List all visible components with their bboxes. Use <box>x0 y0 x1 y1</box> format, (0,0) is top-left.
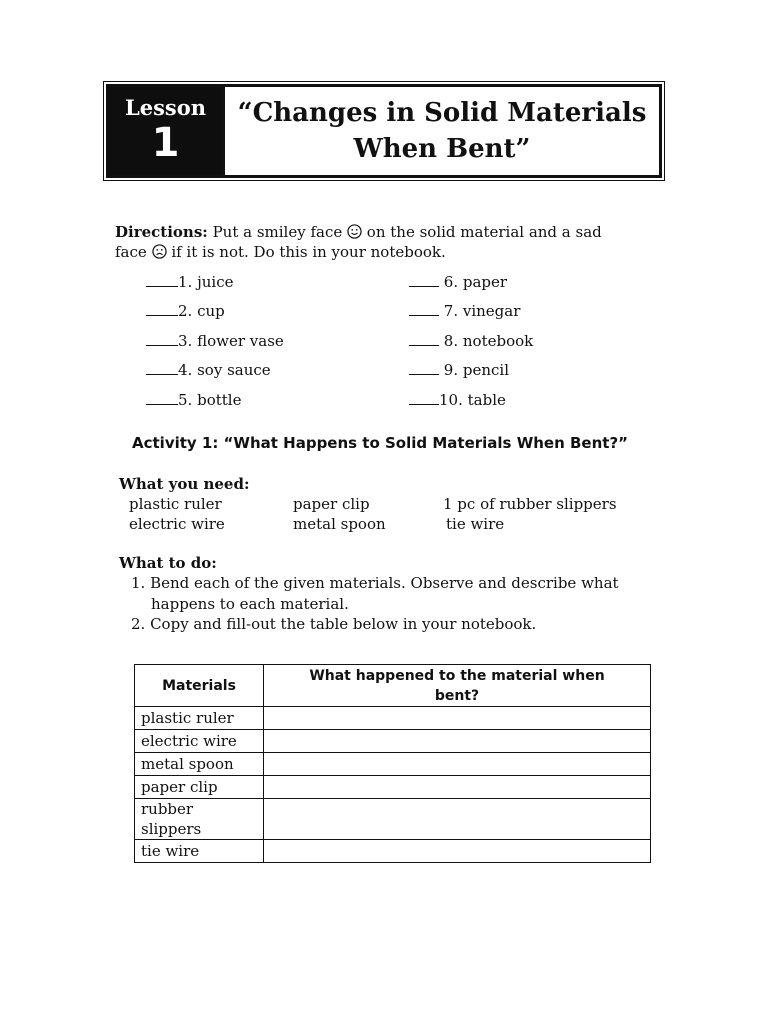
table-header-row <box>135 665 651 707</box>
item-number: 9. <box>443 361 459 379</box>
list-item <box>409 301 520 321</box>
need-item: electric wire <box>129 515 225 533</box>
need-heading: What you need: <box>119 475 250 493</box>
directions-line-1 <box>115 222 602 242</box>
answer-cell <box>264 840 651 863</box>
item-text: soy sauce <box>197 361 271 379</box>
list-item <box>146 390 241 410</box>
item-number: 6. <box>443 273 459 291</box>
answer-blank <box>146 333 178 346</box>
item-number: 3. <box>178 332 193 350</box>
list-item <box>409 272 507 292</box>
item-text: cup <box>197 302 225 320</box>
material-cell: tie wire <box>135 840 264 863</box>
answer-cell <box>264 776 651 799</box>
need-item: metal spoon <box>293 515 386 533</box>
title-line-2: When Bent” <box>353 134 531 164</box>
material-cell: electric wire <box>135 730 264 753</box>
item-number: 2. <box>178 302 193 320</box>
directions-text: on the solid material and a sad <box>362 223 602 241</box>
step-line: happens to each material. <box>151 595 349 613</box>
todo-heading: What to do: <box>119 554 217 572</box>
table-row <box>135 753 651 776</box>
list-item <box>409 331 533 351</box>
answer-cell <box>264 707 651 730</box>
material-cell: rubber slippers <box>135 799 264 840</box>
lesson-number: 1 <box>151 120 180 166</box>
item-number: 1. <box>178 273 193 291</box>
answer-blank <box>409 274 439 287</box>
table-row <box>135 776 651 799</box>
answer-blank <box>409 362 439 375</box>
item-number: 10. <box>439 391 463 409</box>
material-cell: metal spoon <box>135 753 264 776</box>
directions-text: if it is not. Do this in your notebook. <box>166 243 446 261</box>
item-text: vinegar <box>462 302 521 320</box>
lesson-badge <box>109 87 225 175</box>
column-header: What happened to the material when bent? <box>264 665 651 707</box>
item-text: paper <box>462 273 508 291</box>
need-item: plastic ruler <box>129 495 222 513</box>
lesson-label: Lesson <box>124 95 207 120</box>
item-text: flower vase <box>197 332 284 350</box>
material-cell: paper clip <box>135 776 264 799</box>
lesson-title <box>225 87 659 175</box>
list-item <box>146 272 233 292</box>
list-item <box>146 331 284 351</box>
item-text: bottle <box>197 391 242 409</box>
item-text: notebook <box>462 332 534 350</box>
step-line: 2. Copy and fill-out the table below in your notebook. <box>131 615 537 633</box>
item-text: table <box>467 391 506 409</box>
title-line-1: “Changes in Solid Materials <box>237 98 647 128</box>
list-item <box>146 360 271 380</box>
item-text: pencil <box>462 361 510 379</box>
item-number: 5. <box>178 391 193 409</box>
answer-blank <box>146 274 178 287</box>
answer-cell <box>264 730 651 753</box>
item-number: 4. <box>178 361 193 379</box>
smiley-face-icon <box>347 224 362 239</box>
need-item: 1 pc of rubber slippers <box>443 495 617 513</box>
list-item <box>409 360 509 380</box>
list-item <box>409 390 506 410</box>
need-item: tie wire <box>446 515 505 533</box>
table-row <box>135 730 651 753</box>
answer-blank <box>146 303 178 316</box>
directions-line-2 <box>115 242 446 262</box>
answer-blank <box>409 392 439 405</box>
list-item <box>146 301 225 321</box>
materials-table <box>134 664 651 863</box>
answer-blank <box>146 392 178 405</box>
table-row <box>135 707 651 730</box>
material-cell: plastic ruler <box>135 707 264 730</box>
step-line: 1. Bend each of the given materials. Observe and describe what <box>131 574 619 592</box>
item-number: 8. <box>443 332 459 350</box>
table-row <box>135 840 651 863</box>
answer-cell <box>264 799 651 840</box>
need-item: paper clip <box>293 495 370 513</box>
directions-text: Put a smiley face <box>207 223 348 241</box>
item-text: juice <box>197 273 234 291</box>
table-row <box>135 799 651 840</box>
answer-blank <box>409 303 439 316</box>
sad-face-icon <box>152 244 167 259</box>
lesson-header <box>106 84 662 178</box>
activity-title: Activity 1: “What Happens to Solid Materials When Bent?” <box>132 434 629 452</box>
directions-label: Directions: <box>115 223 208 241</box>
answer-blank <box>409 333 439 346</box>
answer-blank <box>146 362 178 375</box>
directions-text: face <box>115 243 152 261</box>
item-number: 7. <box>443 302 459 320</box>
column-header: Materials <box>135 665 264 707</box>
answer-cell <box>264 753 651 776</box>
